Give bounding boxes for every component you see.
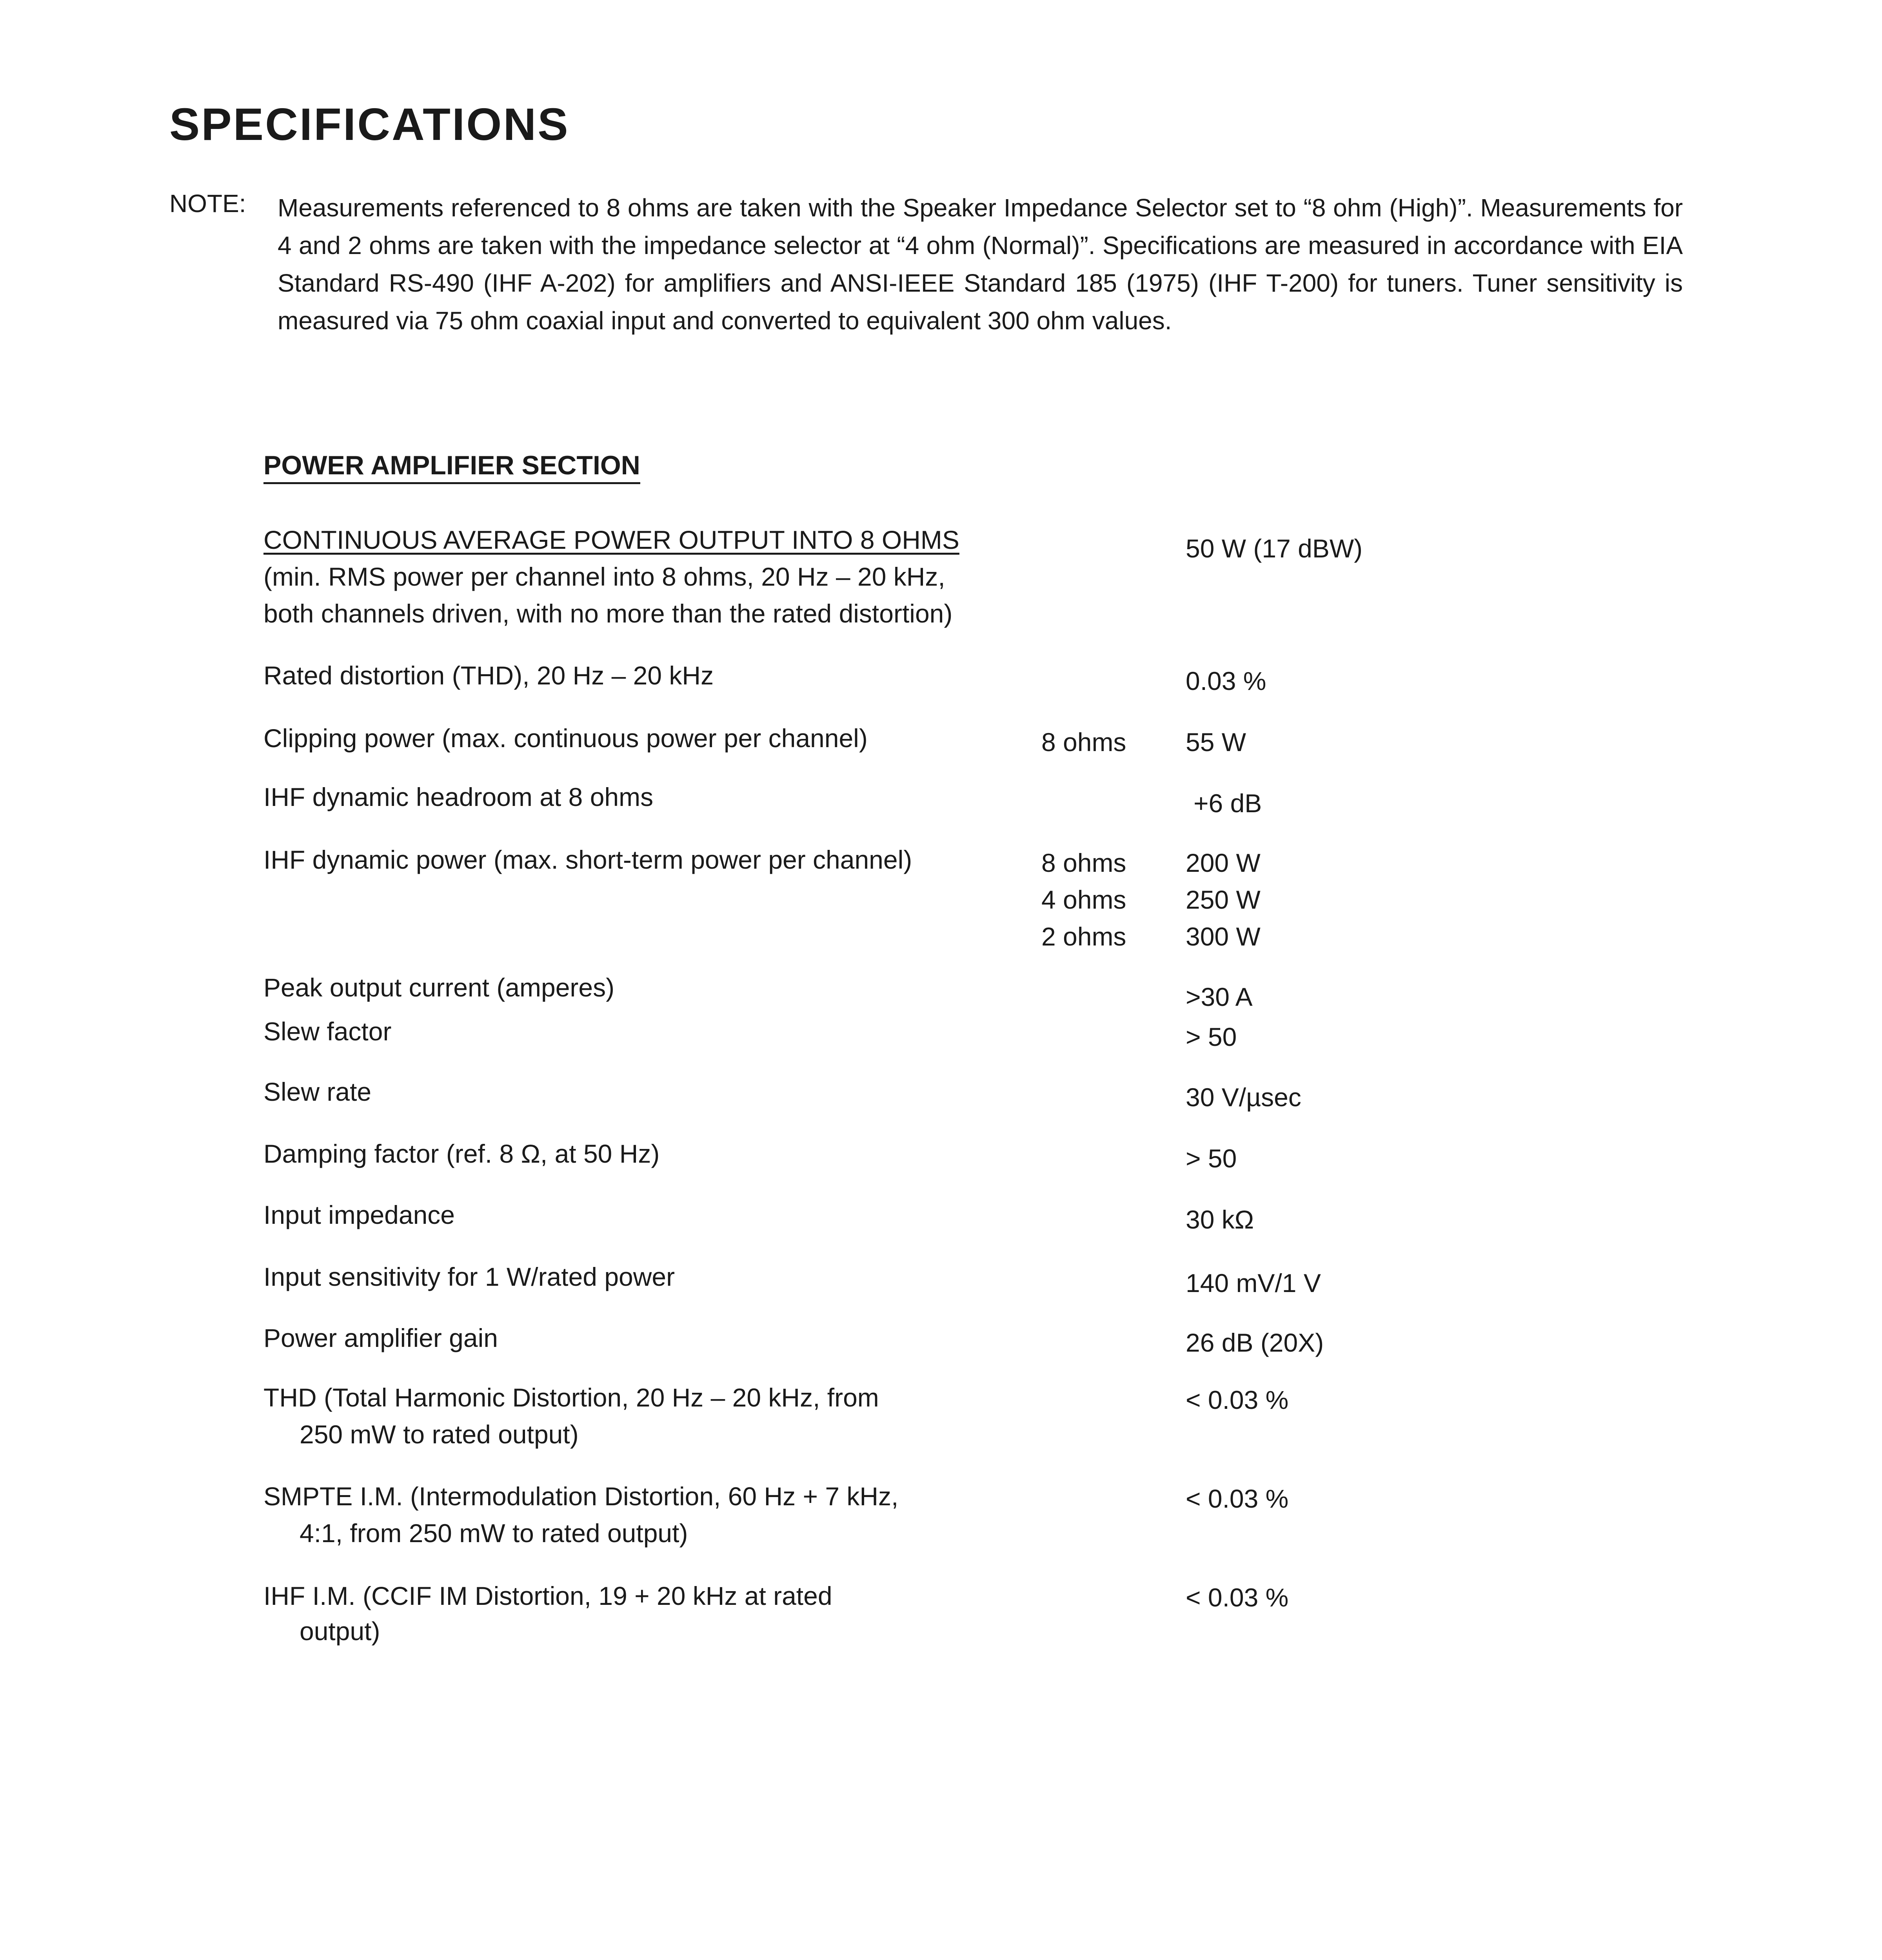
dynamic-power-condition-2: 2 ohms [1041, 922, 1126, 951]
smpte-value: < 0.03 % [1186, 1484, 1289, 1513]
continuous-power-heading: CONTINUOUS AVERAGE POWER OUTPUT INTO 8 OHMS [263, 525, 959, 554]
damping-factor-value: > 50 [1186, 1144, 1237, 1173]
ihf-im-value: < 0.03 % [1186, 1583, 1289, 1612]
amplifier-gain-value: 26 dB (20X) [1186, 1328, 1324, 1357]
peak-current-label: Peak output current (amperes) [263, 973, 615, 1002]
input-impedance-label: Input impedance [263, 1200, 455, 1229]
slew-factor-value: > 50 [1186, 1022, 1237, 1051]
page-title: SPECIFICATIONS [169, 99, 570, 150]
dynamic-power-condition-8: 8 ohms [1041, 848, 1126, 877]
amplifier-gain-label: Power amplifier gain [263, 1323, 498, 1352]
dynamic-power-label: IHF dynamic power (max. short-term power per channel) [263, 845, 912, 874]
slew-rate-value: 30 V/µsec [1186, 1083, 1301, 1112]
damping-factor-label: Damping factor (ref. 8 Ω, at 50 Hz) [263, 1139, 660, 1168]
rated-distortion-label: Rated distortion (THD), 20 Hz – 20 kHz [263, 661, 714, 690]
continuous-power-detail-2: both channels driven, with no more than the rated distortion) [263, 599, 953, 628]
input-impedance-value: 30 kΩ [1186, 1205, 1254, 1234]
thd-label-line-2: 250 mW to rated output) [300, 1420, 579, 1449]
clipping-power-value: 55 W [1186, 728, 1246, 757]
smpte-label-line-2: 4:1, from 250 mW to rated output) [300, 1519, 688, 1548]
input-sensitivity-label: Input sensitivity for 1 W/rated power [263, 1262, 675, 1291]
ihf-im-label-line-1: IHF I.M. (CCIF IM Distortion, 19 + 20 kHz at rated [263, 1581, 832, 1610]
dynamic-power-value-4: 250 W [1186, 885, 1261, 914]
clipping-power-label: Clipping power (max. continuous power per channel) [263, 724, 868, 753]
clipping-power-condition: 8 ohms [1041, 728, 1126, 757]
input-sensitivity-value: 140 mV/1 V [1186, 1269, 1321, 1298]
continuous-power-detail-1: (min. RMS power per channel into 8 ohms, 20 Hz – 20 kHz, [263, 562, 945, 591]
thd-label-line-1: THD (Total Harmonic Distortion, 20 Hz – 20 kHz, from [263, 1383, 879, 1412]
note-label: NOTE: [169, 189, 246, 218]
section-heading: POWER AMPLIFIER SECTION [263, 450, 640, 484]
dynamic-power-condition-4: 4 ohms [1041, 885, 1126, 914]
slew-rate-label: Slew rate [263, 1077, 372, 1106]
peak-current-value: >30 A [1186, 982, 1253, 1011]
dynamic-power-value-2: 300 W [1186, 922, 1261, 951]
rated-distortion-value: 0.03 % [1186, 666, 1266, 695]
dynamic-headroom-label: IHF dynamic headroom at 8 ohms [263, 782, 654, 811]
smpte-label-line-1: SMPTE I.M. (Intermodulation Distortion, 60 Hz + 7 kHz, [263, 1482, 899, 1511]
dynamic-power-value-8: 200 W [1186, 848, 1261, 877]
dynamic-headroom-value: +6 dB [1194, 789, 1262, 818]
ihf-im-label-line-2: output) [300, 1617, 380, 1646]
continuous-power-value: 50 W (17 dBW) [1186, 534, 1363, 563]
thd-value: < 0.03 % [1186, 1385, 1289, 1414]
note-text: Measurements referenced to 8 ohms are taken with the Speaker Impedance Selector set to “8 ohm (High)”. Measurements for 4 and 2 ohms are taken with the impedance selector at “4 ohm (Normal)”. Specifications are measured in accordance with EIA Standard RS-490 (IHF A-202) for amplifiers and ANSI-IEEE Standard 185 (1975) (IHF T-200) for tuners. Tuner sensitivity is measured via 75 ohm coaxial input and converted to equivalent 300 ohm values. [278, 194, 1683, 335]
slew-factor-label: Slew factor [263, 1017, 392, 1046]
